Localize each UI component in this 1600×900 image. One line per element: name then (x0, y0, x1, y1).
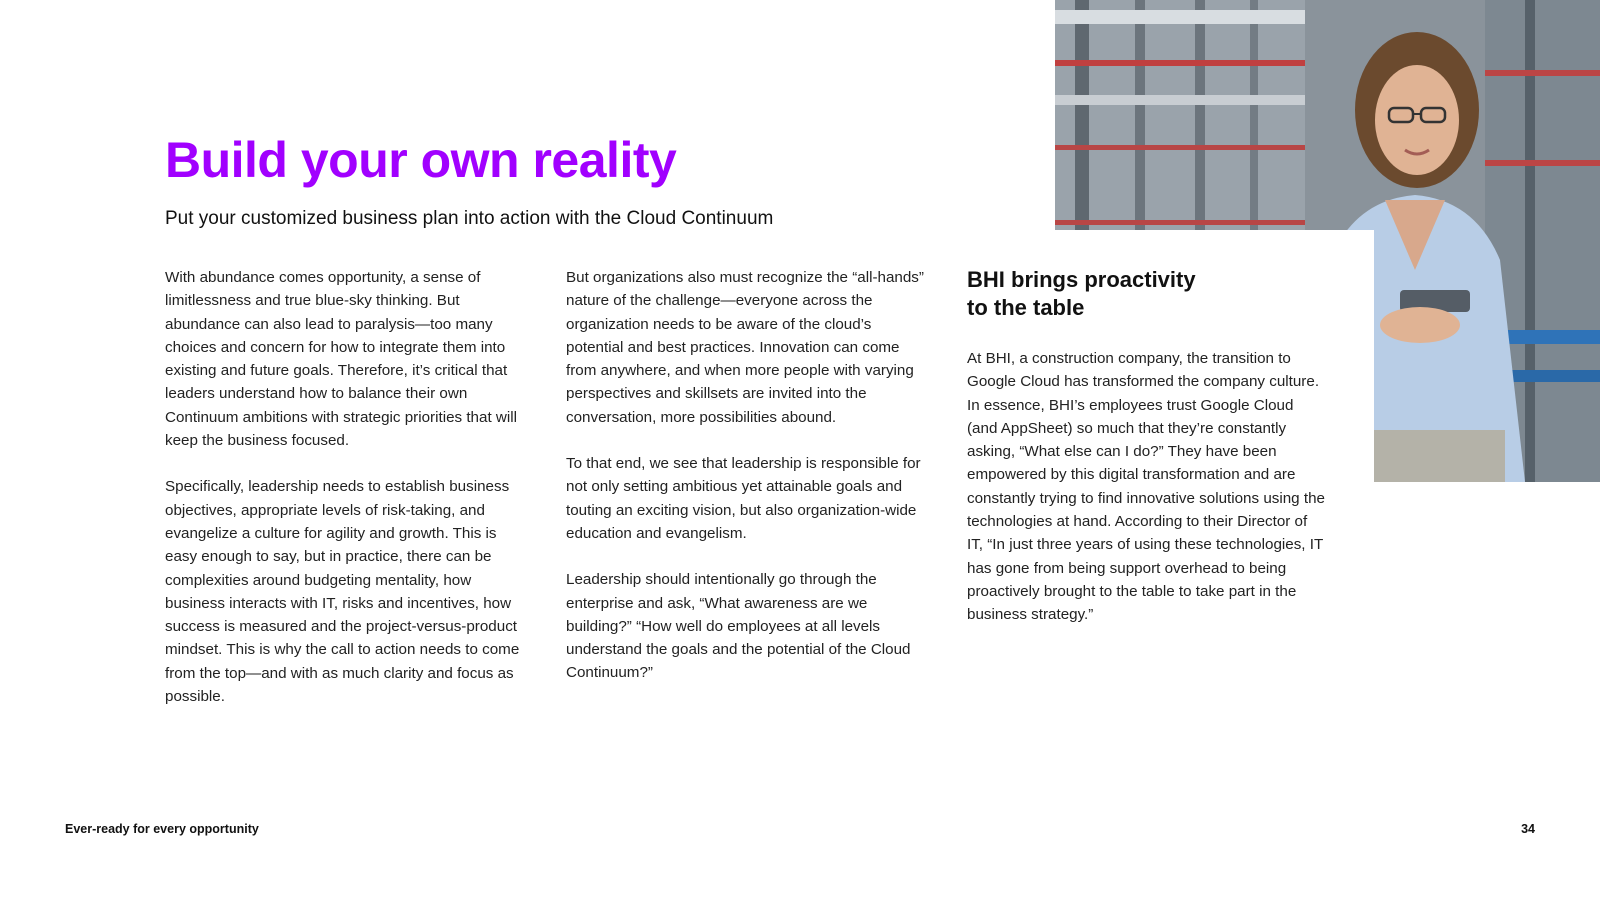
footer-document-title: Ever-ready for every opportunity (65, 822, 259, 836)
paragraph: But organizations also must recognize the “all-hands” nature of the challenge—everyone across the organization needs to be aware of the cloud’s potential and best practices. Innovation can come from anywhere, and when more people with varying perspectives and skillsets are invited into the conversation, more possibilities abound. (566, 269, 924, 426)
page-subtitle: Put your customized business plan into action with the Cloud Continuum (165, 208, 774, 229)
text-column-1 (165, 266, 525, 731)
sidebar-title-line-2: to the table (967, 295, 1085, 320)
sidebar-body: At BHI, a construction company, the transition to Google Cloud has transformed the company culture. In essence, BHI’s employees trust Google Cloud (and AppSheet) so much that they’re constantly asking, “What else can I do?” They have been empowered by this digital transformation and are constantly trying to find innovative solutions using the technologies at hand. According to their Director of IT, “In just three years of using these technologies, IT has gone from being support overhead to being proactively brought to the table to take part in the business strategy.” (967, 350, 1325, 624)
sidebar-title (967, 266, 1307, 322)
paragraph: With abundance comes opportunity, a sense of limitlessness and true blue-sky thinking. But abundance can also lead to paralysis—too many choices and concern for how to integrate them into existing and future goals. Therefore, it’s critical that leaders understand how to balance their own Continuum ambitions with strategic priorities that will keep the business focused. (165, 269, 517, 450)
page-title: Build your own reality (165, 132, 677, 188)
text-column-2 (566, 266, 926, 708)
paragraph: To that end, we see that leadership is responsible for not only setting ambitious yet attainable goals and touting an exciting vision, but also organization-wide education and evangelism. (566, 455, 921, 542)
paragraph: Leadership should intentionally go through the enterprise and ask, “What awareness are we building?” “How well do employees at all levels understand the goals and the potential of the Cloud Continuum?” (566, 571, 911, 682)
sidebar-title-line-1: BHI brings proactivity (967, 267, 1196, 292)
paragraph: Specifically, leadership needs to establish business objectives, appropriate levels of risk-taking, and evangelize a culture for agility and growth. This is easy enough to say, but in practice, there can be complexities around budgeting mentality, how business interacts with IT, risks and incentives, how success is measured and the project-versus-product mindset. This is why the call to action needs to come from the top—and with as much clarity and focus as possible. (165, 478, 520, 706)
page-number: 34 (1521, 822, 1535, 836)
